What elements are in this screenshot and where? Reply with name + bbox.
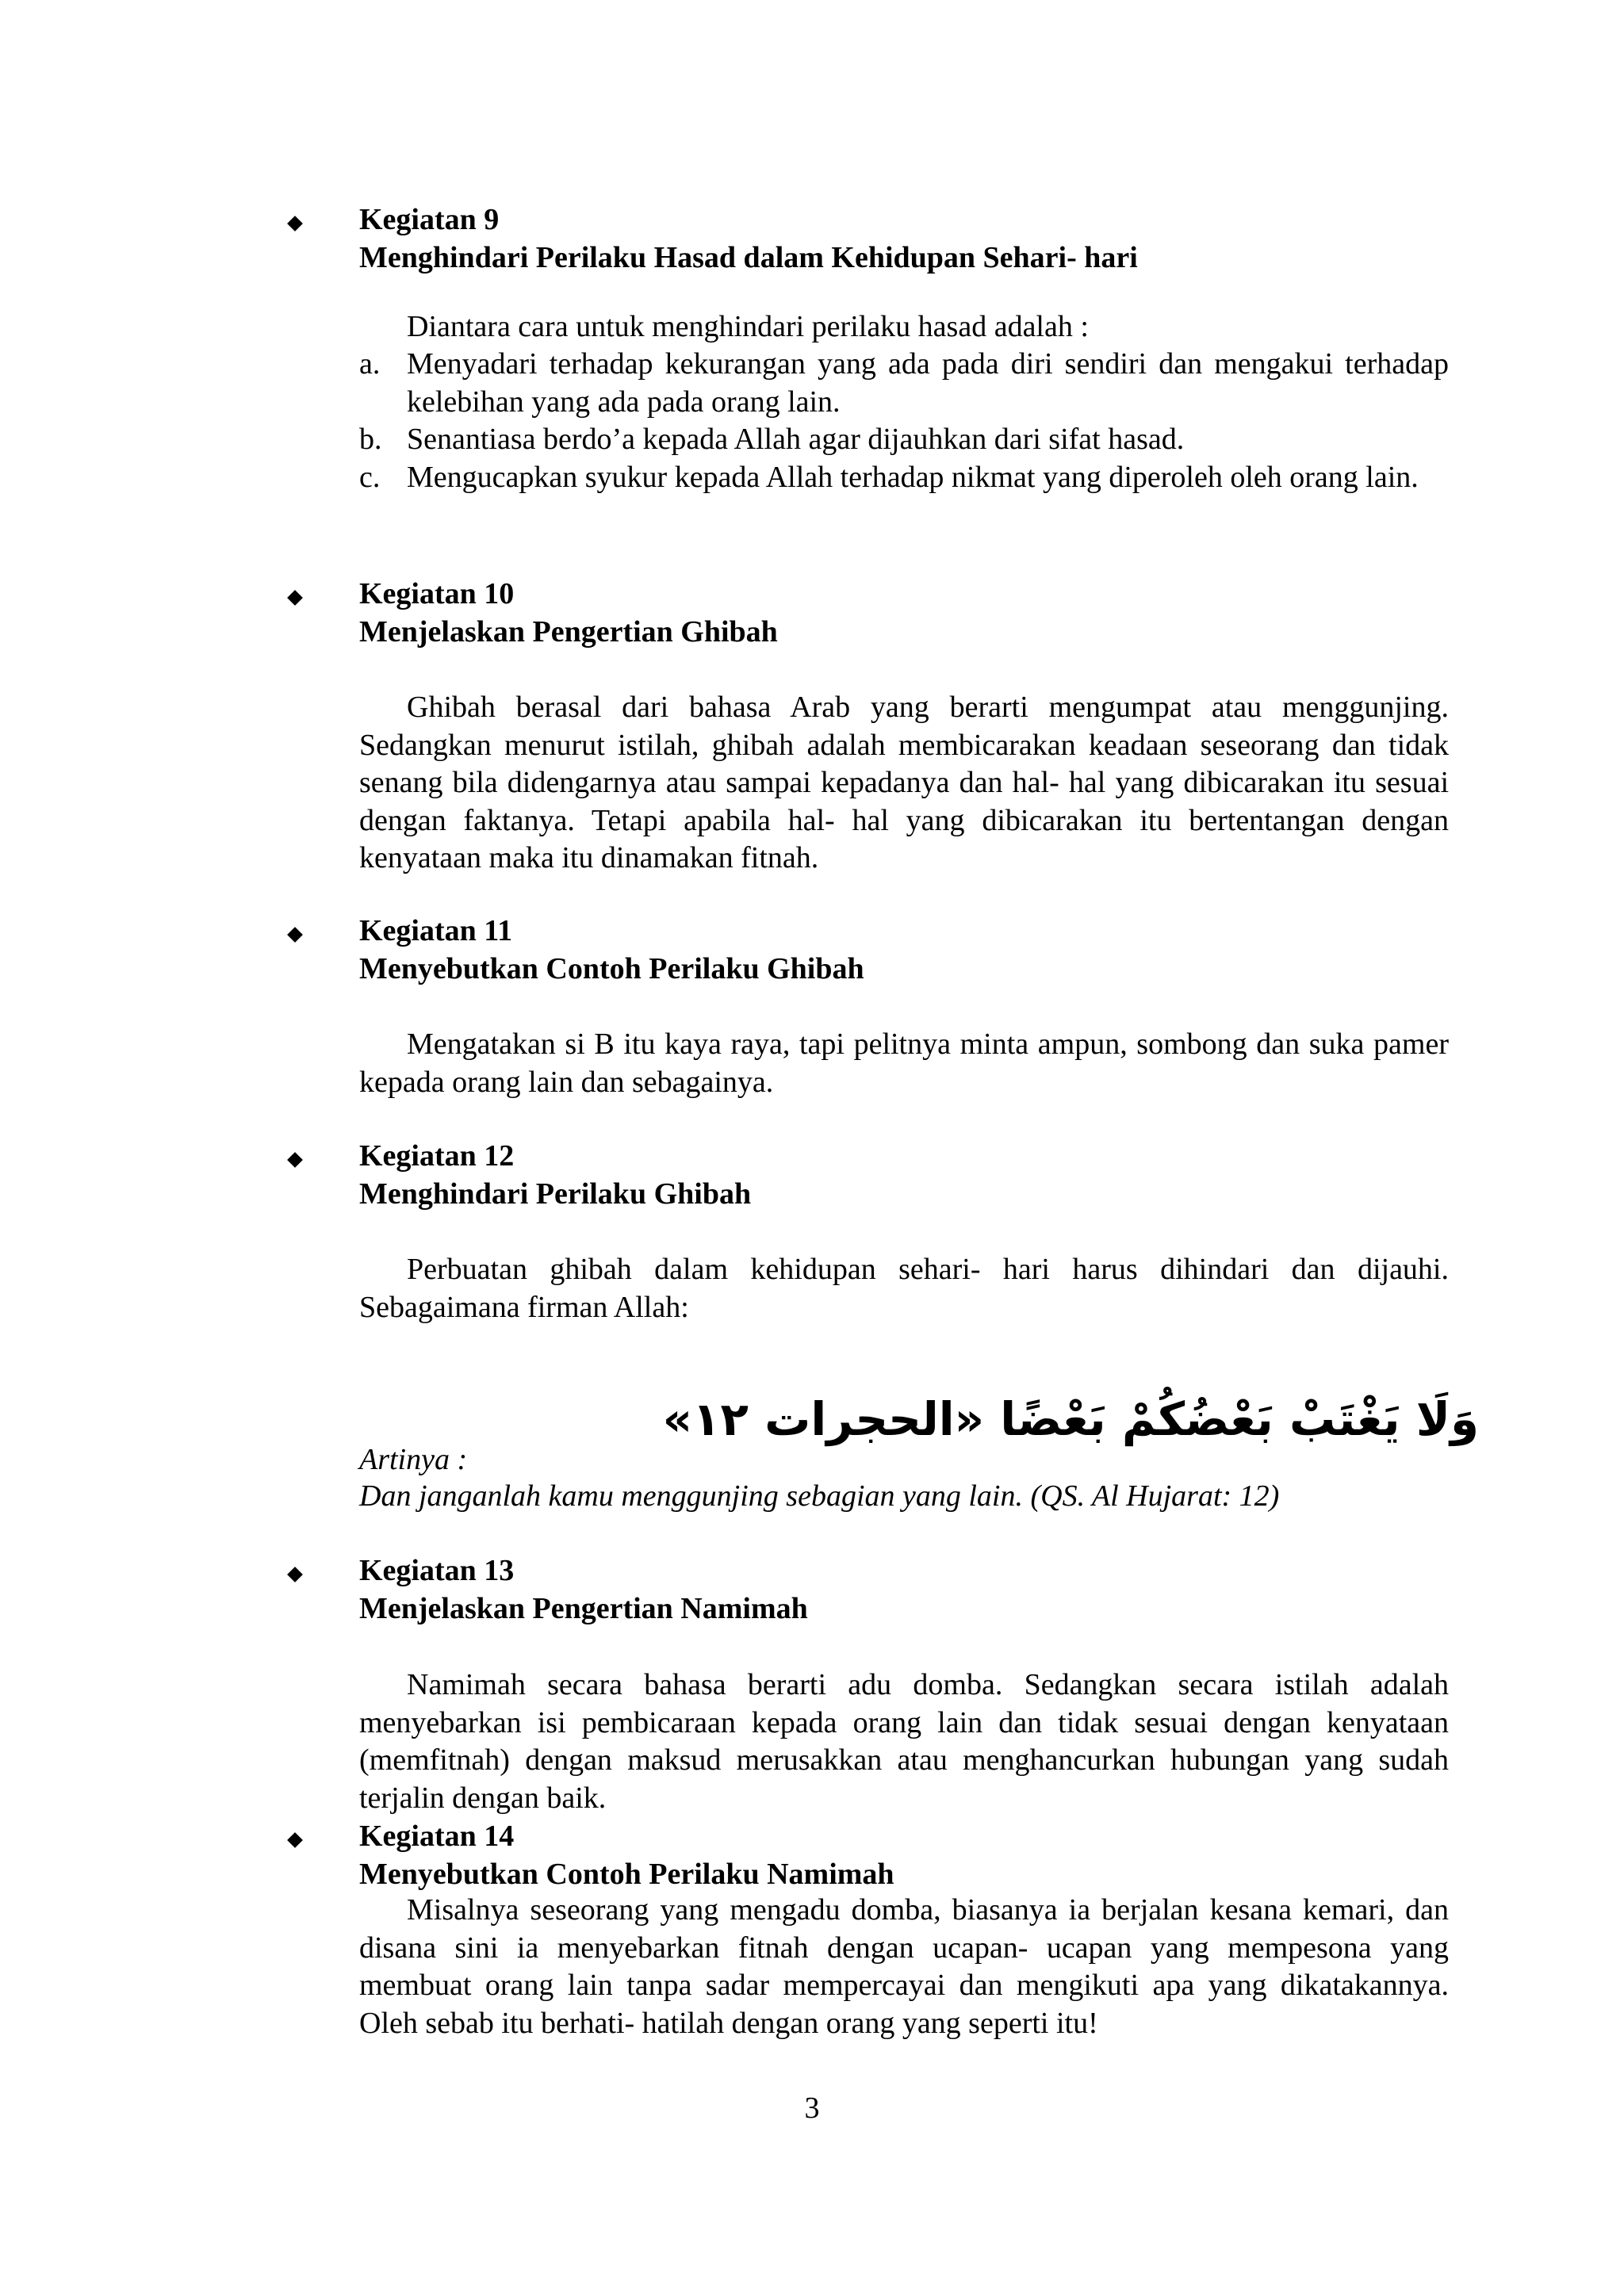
section-kegiatan-10 [301, 575, 1451, 651]
kegiatan-12-body: Perbuatan ghibah dalam kehidupan sehari- hari harus dihindari dan dijauhi. Sebagaimana firman Allah: [359, 1253, 1449, 1324]
kegiatan-14-number: Kegiatan 14 [359, 1820, 515, 1853]
kegiatan-10-title: Menjelaskan Pengertian Ghibah [359, 615, 778, 649]
section-kegiatan-14 [301, 1817, 1451, 1893]
kegiatan-12-title: Menghindari Perilaku Ghibah [359, 1177, 752, 1211]
section-kegiatan-11 [301, 912, 1451, 988]
arabic-verse-image [662, 1373, 1487, 1460]
kegiatan-14-title: Menyebutkan Contoh Perilaku Namimah [359, 1858, 894, 1891]
section-kegiatan-9 [301, 201, 1451, 277]
arabic-verse-text: وَلَا يَغْتَبْ بَعْضُكُمْ بَعْضًا «الحجرات ١٢» [662, 1392, 1479, 1446]
kegiatan-13-title: Menjelaskan Pengertian Namimah [359, 1592, 808, 1625]
section-kegiatan-12 [301, 1137, 1451, 1213]
list-item: c. Mengucapkan syukur kepada Allah terhadap nikmat yang diperoleh oleh orang lain. [359, 460, 1419, 494]
kegiatan-14-body: Misalnya seseorang yang mengadu domba, biasanya ia berjalan kesana kemari, dan disana sini ia menyebarkan fitnah dengan ucapan- ucapan yang mempesona yang membuat orang lain tanpa sadar mempercayai dan mengikuti apa yang dikatakannya. Oleh sebab itu berhati- hatilah dengan orang yang seperti itu! [359, 1893, 1449, 2040]
kegiatan-10-number: Kegiatan 10 [359, 577, 515, 610]
kegiatan-9-title: Menghindari Perilaku Hasad dalam Kehidupan Sehari- hari [359, 241, 1138, 274]
section-kegiatan-13 [301, 1552, 1451, 1628]
kegiatan-9-list [359, 346, 1449, 496]
list-item: b. Senantiasa berdo’a kepada Allah agar dijauhkan dari sifat hasad. [359, 423, 1185, 456]
list-item: a. Menyadari terhadap kekurangan yang ada pada diri sendiri dan mengakui terhadap kelebihan yang ada pada orang lain. [359, 347, 1449, 419]
kegiatan-13-body: Namimah secara bahasa berarti adu domba. Sedangkan secara istilah adalah menyebarkan isi pembicaraan kepada orang lain dan tidak sesuai dengan kenyataan (memfitnah) dengan maksud merusakkan atau menghancurkan hubungan yang sudah terjalin dengan baik. [359, 1668, 1449, 1815]
page-number: 3 [804, 2091, 820, 2125]
kegiatan-11-body: Mengatakan si B itu kaya raya, tapi pelitnya minta ampun, sombong dan suka pamer kepada orang lain dan sebagainya. [359, 1027, 1449, 1099]
kegiatan-12-number: Kegiatan 12 [359, 1139, 515, 1173]
diamond-bullet-icon [287, 1832, 303, 1848]
diamond-bullet-icon [287, 1152, 303, 1168]
kegiatan-11-title: Menyebutkan Contoh Perilaku Ghibah [359, 952, 864, 985]
kegiatan-9-intro: Diantara cara untuk menghindari perilaku hasad adalah : [407, 310, 1089, 343]
diamond-bullet-icon [287, 590, 303, 606]
kegiatan-11-number: Kegiatan 11 [359, 914, 513, 947]
kegiatan-13-number: Kegiatan 13 [359, 1554, 515, 1587]
artinya-label: Artinya : [359, 1443, 468, 1476]
kegiatan-9-number: Kegiatan 9 [359, 203, 500, 236]
diamond-bullet-icon [287, 927, 303, 943]
diamond-bullet-icon [287, 216, 303, 232]
verse-translation: Dan janganlah kamu menggunjing sebagian yang lain. (QS. Al Hujarat: 12) [359, 1479, 1280, 1513]
kegiatan-10-body: Ghibah berasal dari bahasa Arab yang berarti mengumpat atau menggunjing. Sedangkan menurut istilah, ghibah adalah membicarakan keadaan seseorang dan tidak senang bila didengarnya atau sampai kepadanya dan hal- hal yang dibicarakan itu sesuai dengan faktanya. Tetapi apabila hal- hal yang dibicarakan itu bertentangan dengan kenyataan maka itu dinamakan fitnah. [359, 691, 1449, 874]
diamond-bullet-icon [287, 1567, 303, 1582]
